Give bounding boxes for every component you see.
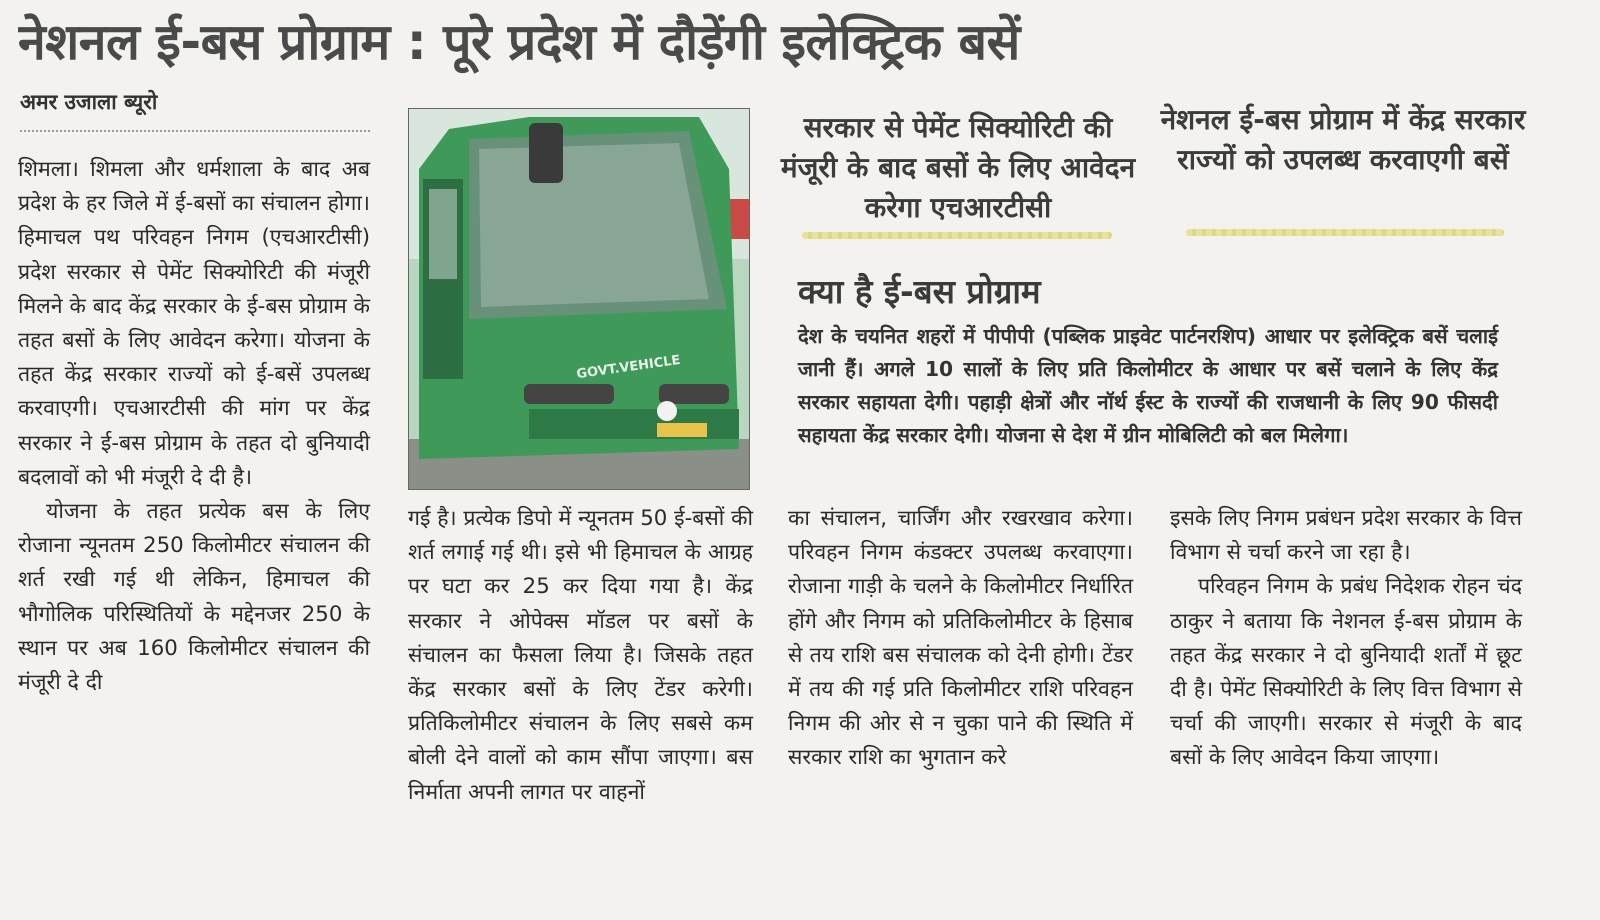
pull-quote-underline xyxy=(802,232,1112,239)
byline: अमर उजाला ब्यूरो xyxy=(20,88,370,132)
bus-label: GOVT.VEHICLE xyxy=(575,352,682,383)
paragraph: का संचालन, चार्जिंग और रखरखाव करेगा। परिवहन निगम कंडक्टर उपलब्ध करवाएगा। रोजाना गाड़ी के चलने के किलोमीटर निर्धारित होंगे और निगम को प्रतिकिलोमीटर के हिसाब से तय राशि बस संचालक को देनी होगी। टेंडर में तय की गई प्रति किलोमीटर राशि परिवहन निगम की ओर से न चुका पाने की स्थिति में सरकार राशि का भुगतान करे xyxy=(788,506,1133,771)
pull-quote-underline xyxy=(1186,229,1504,236)
info-box-title: क्या है ई-बस प्रोग्राम xyxy=(798,272,1041,311)
paragraph: देश के चयनित शहरों में पीपीपी (पब्लिक प्राइवेट पार्टनरशिप) आधार पर इलेक्ट्रिक बसें चलाई जानी हैं। अगले 10 सालों के लिए प्रति किलोमीटर के आधार पर बसें चलाने के लिए केंद्र सरकार सहायता देगी। पहाड़ी क्षेत्रों और नॉर्थ ईस्ट के राज्यों की राजधानी के लिए 90 फीसदी सहायता केंद्र सरकार देगी। योजना से देश में ग्रीन मोबिलिटी को बल मिलेगा। xyxy=(798,324,1498,447)
bus-photo xyxy=(408,108,750,490)
paragraph: गई है। प्रत्येक डिपो में न्यूनतम 50 ई-बसों की शर्त लगाई गई थी। इसे भी हिमाचल के आग्रह पर घटा कर 25 कर दिया गया है। केंद्र सरकार ने ओपेक्स मॉडल पर बसों के संचालन का फैसला लिया है। जिसके तहत केंद्र सरकार बसों के लिए टेंडर करेगी। प्रतिकिलोमीटर संचालन के लिए सबसे कम बोली देने वालों को काम सौंपा जाएगा। बस निर्माता अपनी लागत पर वाहनों xyxy=(408,506,753,805)
pull-quote-1: सरकार से पेमेंट सिक्योरिटी की मंजूरी के बाद बसों के लिए आवेदन करेगा एचआरटीसी xyxy=(780,111,1136,224)
paragraph: योजना के तहत प्रत्येक बस के लिए रोजाना न्यूनतम 250 किलोमीटर संचालन की शर्त रखी गई थी लेकिन, हिमाचल की भौगोलिक परिस्थितियों के मद्देनजर 250 के स्थान पर अब 160 किलोमीटर संचालन की मंजूरी दे दी xyxy=(18,499,370,696)
paragraph: शिमला। शिमला और धर्मशाला के बाद अब प्रदेश के हर जिले में ई-बसों का संचालन होगा। हिमाचल पथ परिवहन निगम (एचआरटीसी) प्रदेश सरकार से पेमेंट सिक्योरिटी की मंजूरी मिलने के बाद केंद्र सरकार के ई-बस प्रोग्राम के तहत बसों के लिए आवेदन करेगा। योजना के तहत केंद्र सरकार राज्यों को ई-बसें उपलब्ध करवाएगी। एचआरटीसी की मांग पर केंद्र सरकार ने ई-बस प्रोग्राम के तहत दो बुनियादी बदलावों को भी मंजूरी दे दी है। xyxy=(18,157,370,490)
headline: नेशनल ई-बस प्रोग्राम : पूरे प्रदेश में दौड़ेंगी इलेक्ट्रिक बसें xyxy=(18,13,1020,71)
info-box-body xyxy=(798,320,1498,452)
article-column-2 xyxy=(408,502,753,810)
paragraph: इसके लिए निगम प्रबंधन प्रदेश सरकार के वित्त विभाग से चर्चा करने जा रहा है। xyxy=(1170,506,1522,566)
pull-quote-2: नेशनल ई-बस प्रोग्राम में केंद्र सरकार राज्यों को उपलब्ध करवाएगी बसें xyxy=(1160,103,1526,176)
paragraph: परिवहन निगम के प्रबंध निदेशक रोहन चंद ठाकुर ने बताया कि नेशनल ई-बस प्रोग्राम के तहत केंद्र सरकार ने दो बुनियादी शर्तों में छूट दी है। पेमेंट सिक्योरिटी के लिए वित्त विभाग से चर्चा की जाएगी। सरकार से मंजूरी के बाद बसों के लिए आवेदन किया जाएगा। xyxy=(1170,574,1522,771)
article-column-3 xyxy=(788,502,1133,776)
bus-illustration xyxy=(409,109,749,489)
article-column-4 xyxy=(1170,502,1522,776)
article-column-1 xyxy=(18,153,370,700)
